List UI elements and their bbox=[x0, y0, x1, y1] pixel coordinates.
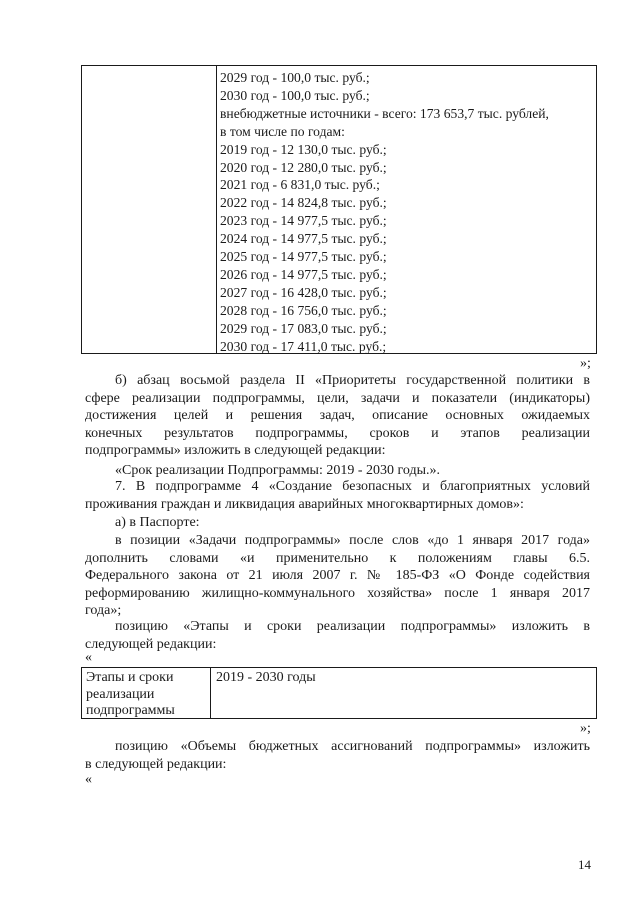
text-line: проживания граждан и ликвидация аварийных многоквартирных домов»: bbox=[85, 496, 524, 512]
text-line: Федерального закона от 21 июля 2007 г. № 185-ФЗ «О Фонде содействия bbox=[85, 568, 590, 584]
table-line: 2020 год - 12 280,0 тыс. руб.; bbox=[220, 159, 387, 175]
text-line: позицию «Объемы бюджетных ассигнований подпрограммы» изложить bbox=[115, 739, 590, 754]
text-line: а) в Паспорте: bbox=[115, 515, 200, 530]
opening-quote: « bbox=[85, 772, 92, 787]
paragraph-a bbox=[85, 514, 590, 532]
table-line: 2027 год - 16 428,0 тыс. руб.; bbox=[220, 284, 387, 300]
table-line: 2019 год - 12 130,0 тыс. руб.; bbox=[220, 141, 387, 157]
text-line: 7. В подпрограмме 4 «Создание безопасных и благоприятных условий bbox=[115, 479, 590, 494]
text-line: сфере реализации подпрограммы, цели, задачи и показатели (индикаторы) bbox=[85, 390, 590, 406]
table-line: 2025 год - 14 977,5 тыс. руб.; bbox=[220, 249, 387, 265]
paragraph-7 bbox=[85, 478, 590, 513]
stages-table-label-cell bbox=[86, 670, 206, 720]
funding-table-right-cell bbox=[220, 69, 594, 356]
paragraph-tasks bbox=[85, 532, 590, 620]
table-line: 2023 год - 14 977,5 тыс. руб.; bbox=[220, 213, 387, 229]
closing-quote: »; bbox=[580, 356, 591, 371]
funding-table bbox=[81, 65, 597, 354]
text-line: «Срок реализации Подпрограммы: 2019 - 2030 годы.». bbox=[115, 463, 441, 478]
text-line: в позиции «Задачи подпрограммы» после слов «до 1 января 2017 года» bbox=[115, 533, 590, 548]
table-line: 2029 год - 100,0 тыс. руб.; bbox=[220, 70, 370, 85]
text-line: в следующей редакции: bbox=[85, 756, 227, 772]
stages-table bbox=[81, 667, 597, 719]
table-line: 2030 год - 100,0 тыс. руб.; bbox=[220, 87, 370, 103]
text-line: конечных результатов подпрограммы, сроков и этапов реализации bbox=[85, 425, 590, 441]
text-line: б) абзац восьмой раздела II «Приоритеты государственной политики в bbox=[115, 373, 590, 388]
table-line: 2028 год - 16 756,0 тыс. руб.; bbox=[220, 302, 387, 318]
paragraph-volumes bbox=[85, 738, 590, 773]
table-line: реализации bbox=[86, 686, 155, 702]
quote-line bbox=[85, 462, 590, 480]
text-line: реформированию жилищно-коммунального хозяйства» после 1 января 2017 bbox=[85, 585, 590, 601]
text-line: дополнить словами «и применительно к положениям главы 6.5. bbox=[85, 550, 590, 566]
table-line: в том числе по годам: bbox=[220, 123, 345, 139]
text-line: года»; bbox=[85, 603, 122, 619]
text-line: достижения целей и решения задач, описание основных ожидаемых bbox=[85, 408, 590, 424]
table-line: 2029 год - 17 083,0 тыс. руб.; bbox=[220, 320, 387, 336]
table-line: внебюджетные источники - всего: 173 653,7 тыс. рублей, bbox=[220, 105, 549, 121]
closing-quote: »; bbox=[580, 721, 591, 736]
text-line: следующей редакции: bbox=[85, 636, 217, 652]
table-line: Этапы и сроки bbox=[86, 670, 174, 685]
table-column-divider bbox=[210, 668, 211, 718]
paragraph-b bbox=[85, 372, 590, 460]
table-column-divider bbox=[216, 66, 217, 353]
stages-table-value-cell: 2019 - 2030 годы bbox=[216, 670, 316, 685]
table-line: 2024 год - 14 977,5 тыс. руб.; bbox=[220, 231, 387, 247]
paragraph-stages bbox=[85, 618, 590, 653]
table-line: 2026 год - 14 977,5 тыс. руб.; bbox=[220, 266, 387, 282]
table-line: подпрограммы bbox=[86, 703, 175, 718]
page-number: 14 bbox=[578, 857, 591, 872]
table-line: 2030 год - 17 411,0 тыс. руб.; bbox=[220, 338, 387, 354]
text-line: подпрограммы» изложить в следующей редакции: bbox=[85, 443, 386, 459]
text-line: позицию «Этапы и сроки реализации подпрограммы» изложить в bbox=[115, 619, 590, 634]
table-line: 2021 год - 6 831,0 тыс. руб.; bbox=[220, 177, 380, 193]
opening-quote: « bbox=[85, 650, 92, 665]
table-line: 2022 год - 14 824,8 тыс. руб.; bbox=[220, 195, 387, 211]
